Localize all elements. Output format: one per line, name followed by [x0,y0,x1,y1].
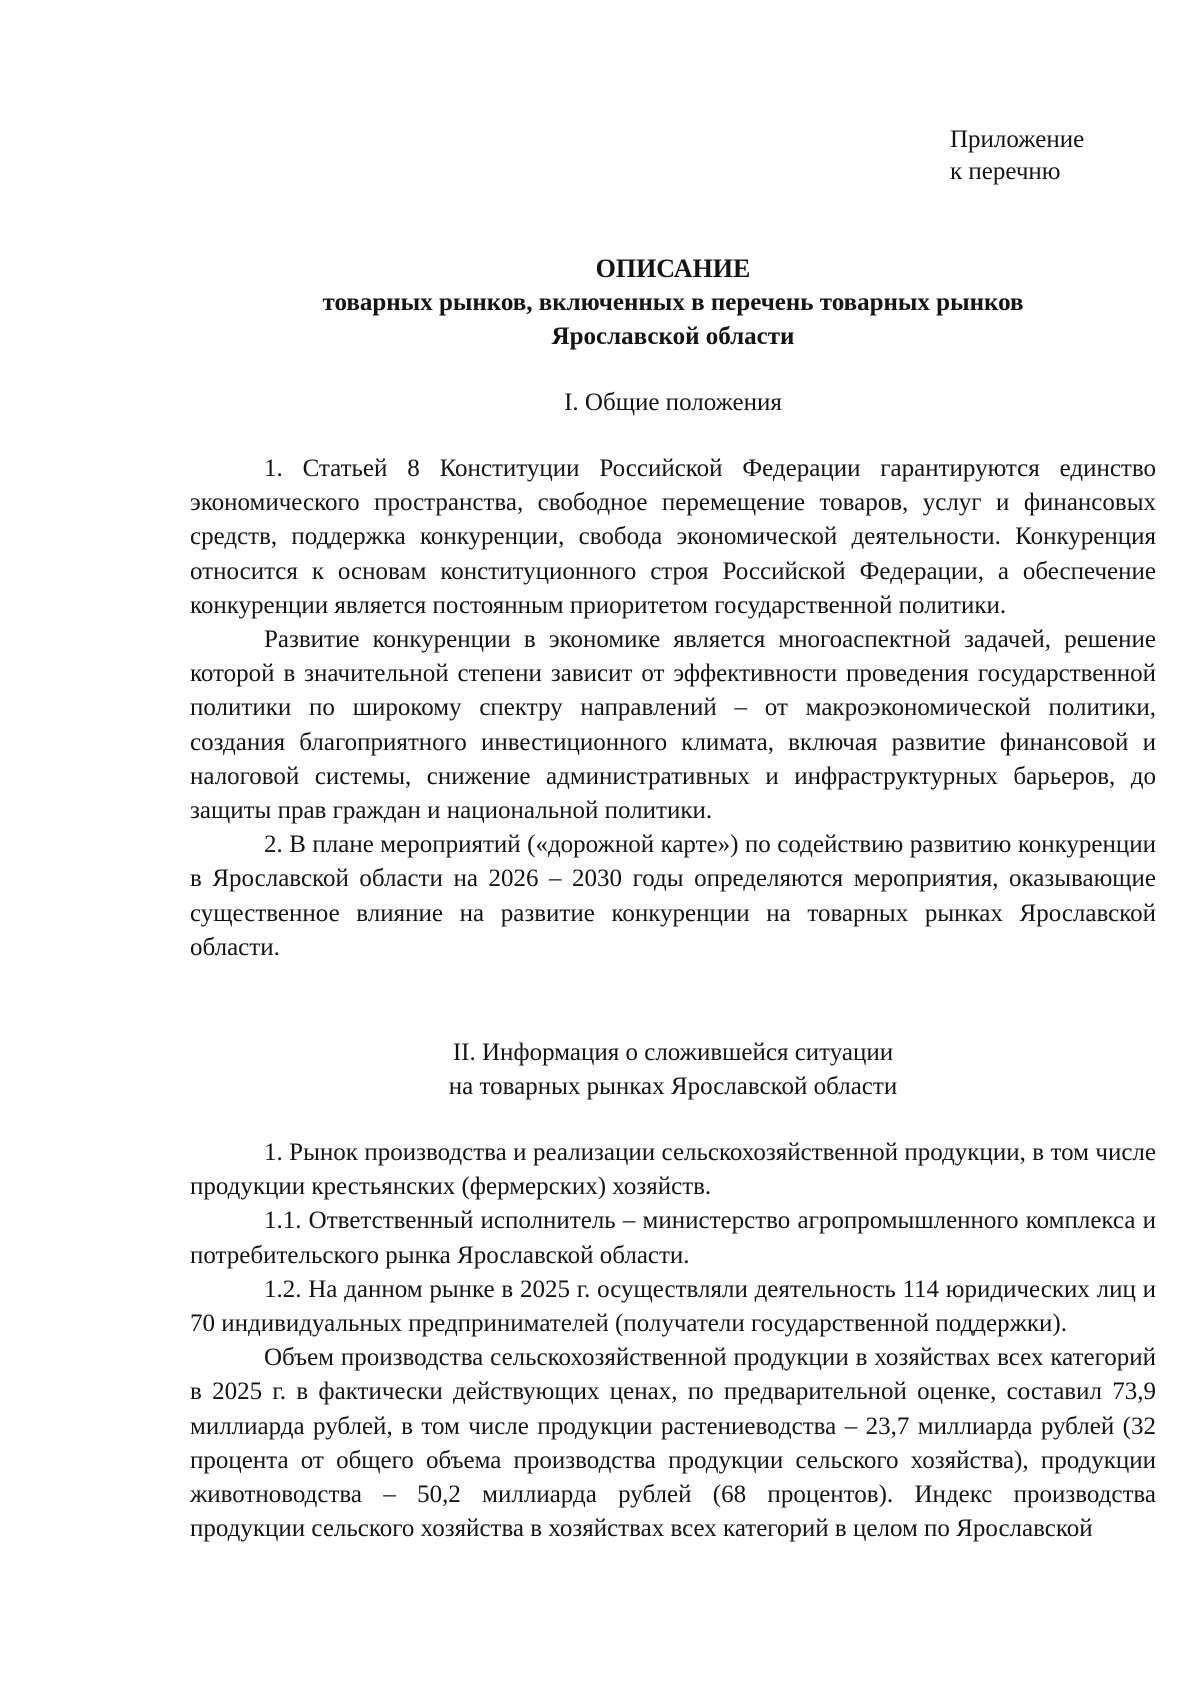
section-1-body [190,452,1156,965]
section-2-body [190,1136,1156,1546]
section-2-heading-line-1: II. Информация о сложившейся ситуации [452,1039,894,1066]
section-2-heading-line-2: на товарных рынках Ярославской области [448,1073,898,1100]
title-main: ОПИСАНИЕ [595,254,751,283]
paragraph: 1. Рынок производства и реализации сельскохозяйственной продукции, в том числе продукции крестьянских (фермерских) хозяйств. [190,1139,1156,1201]
appendix-note [950,124,1084,188]
paragraph: Объем производства сельскохозяйственной продукции в хозяйствах всех категорий в 2025 г. в фактически действующих ценах, по предварительной оценке, составил 73,9 миллиарда рублей, в том числе продукции растениеводства – 23,7 миллиарда рублей (32 процента от общего объема производства продукции сельского хозяйства), продукции животноводства – 50,2 миллиарда рублей (68 процентов). Индекс производства продукции сельского хозяйства в хозяйствах всех категорий в целом по Ярославской [190,1344,1156,1543]
appendix-line-1: Приложение [950,126,1085,153]
section-1-heading: I. Общие положения [564,389,782,416]
document-title [190,252,1156,354]
title-subtitle-line-2: Ярославской области [551,323,795,350]
paragraph: 1.2. На данном рынке в 2025 г. осуществляли деятельность 114 юридических лиц и 70 индивидуальных предпринимателей (получатели государственной поддержки). [190,1275,1156,1338]
paragraph: Развитие конкуренции в экономике является многоаспектной задачей, решение которой в значительной степени зависит от эффективности проведения государственной политики по широкому спектру направлений – от макроэкономической политики, создания благоприятного инвестиционного климата, включая развитие финансовой и налоговой системы, снижение административных и инфраструктурных барьеров, до защиты прав граждан и национальной политики. [190,626,1156,825]
section-2-heading [190,1036,1156,1104]
paragraph: 2. В плане мероприятий («дорожной карте») по содействию развитию конкуренции в Ярославской области на 2026 – 2030 годы определяются мероприятия, оказывающие существенное влияние на развитие конкуренции на товарных рынках Ярославской области. [190,831,1156,961]
appendix-line-2: к перечню [950,158,1061,185]
paragraph: 1. Статьей 8 Конституции Российской Федерации гарантируются единство экономического пространства, свободное перемещение товаров, услуг и финансовых средств, поддержка конкуренции, свобода экономической деятельности. Конкуренция относится к основам конституционного строя Российской Федерации, а обеспечение конкуренции является постоянным приоритетом государственной политики. [190,455,1156,619]
paragraph: 1.1. Ответственный исполнитель – министерство агропромышленного комплекса и потребительского рынка Ярославской области. [190,1207,1156,1269]
title-subtitle-line-1: товарных рынков, включенных в перечень товарных рынков [322,289,1024,316]
